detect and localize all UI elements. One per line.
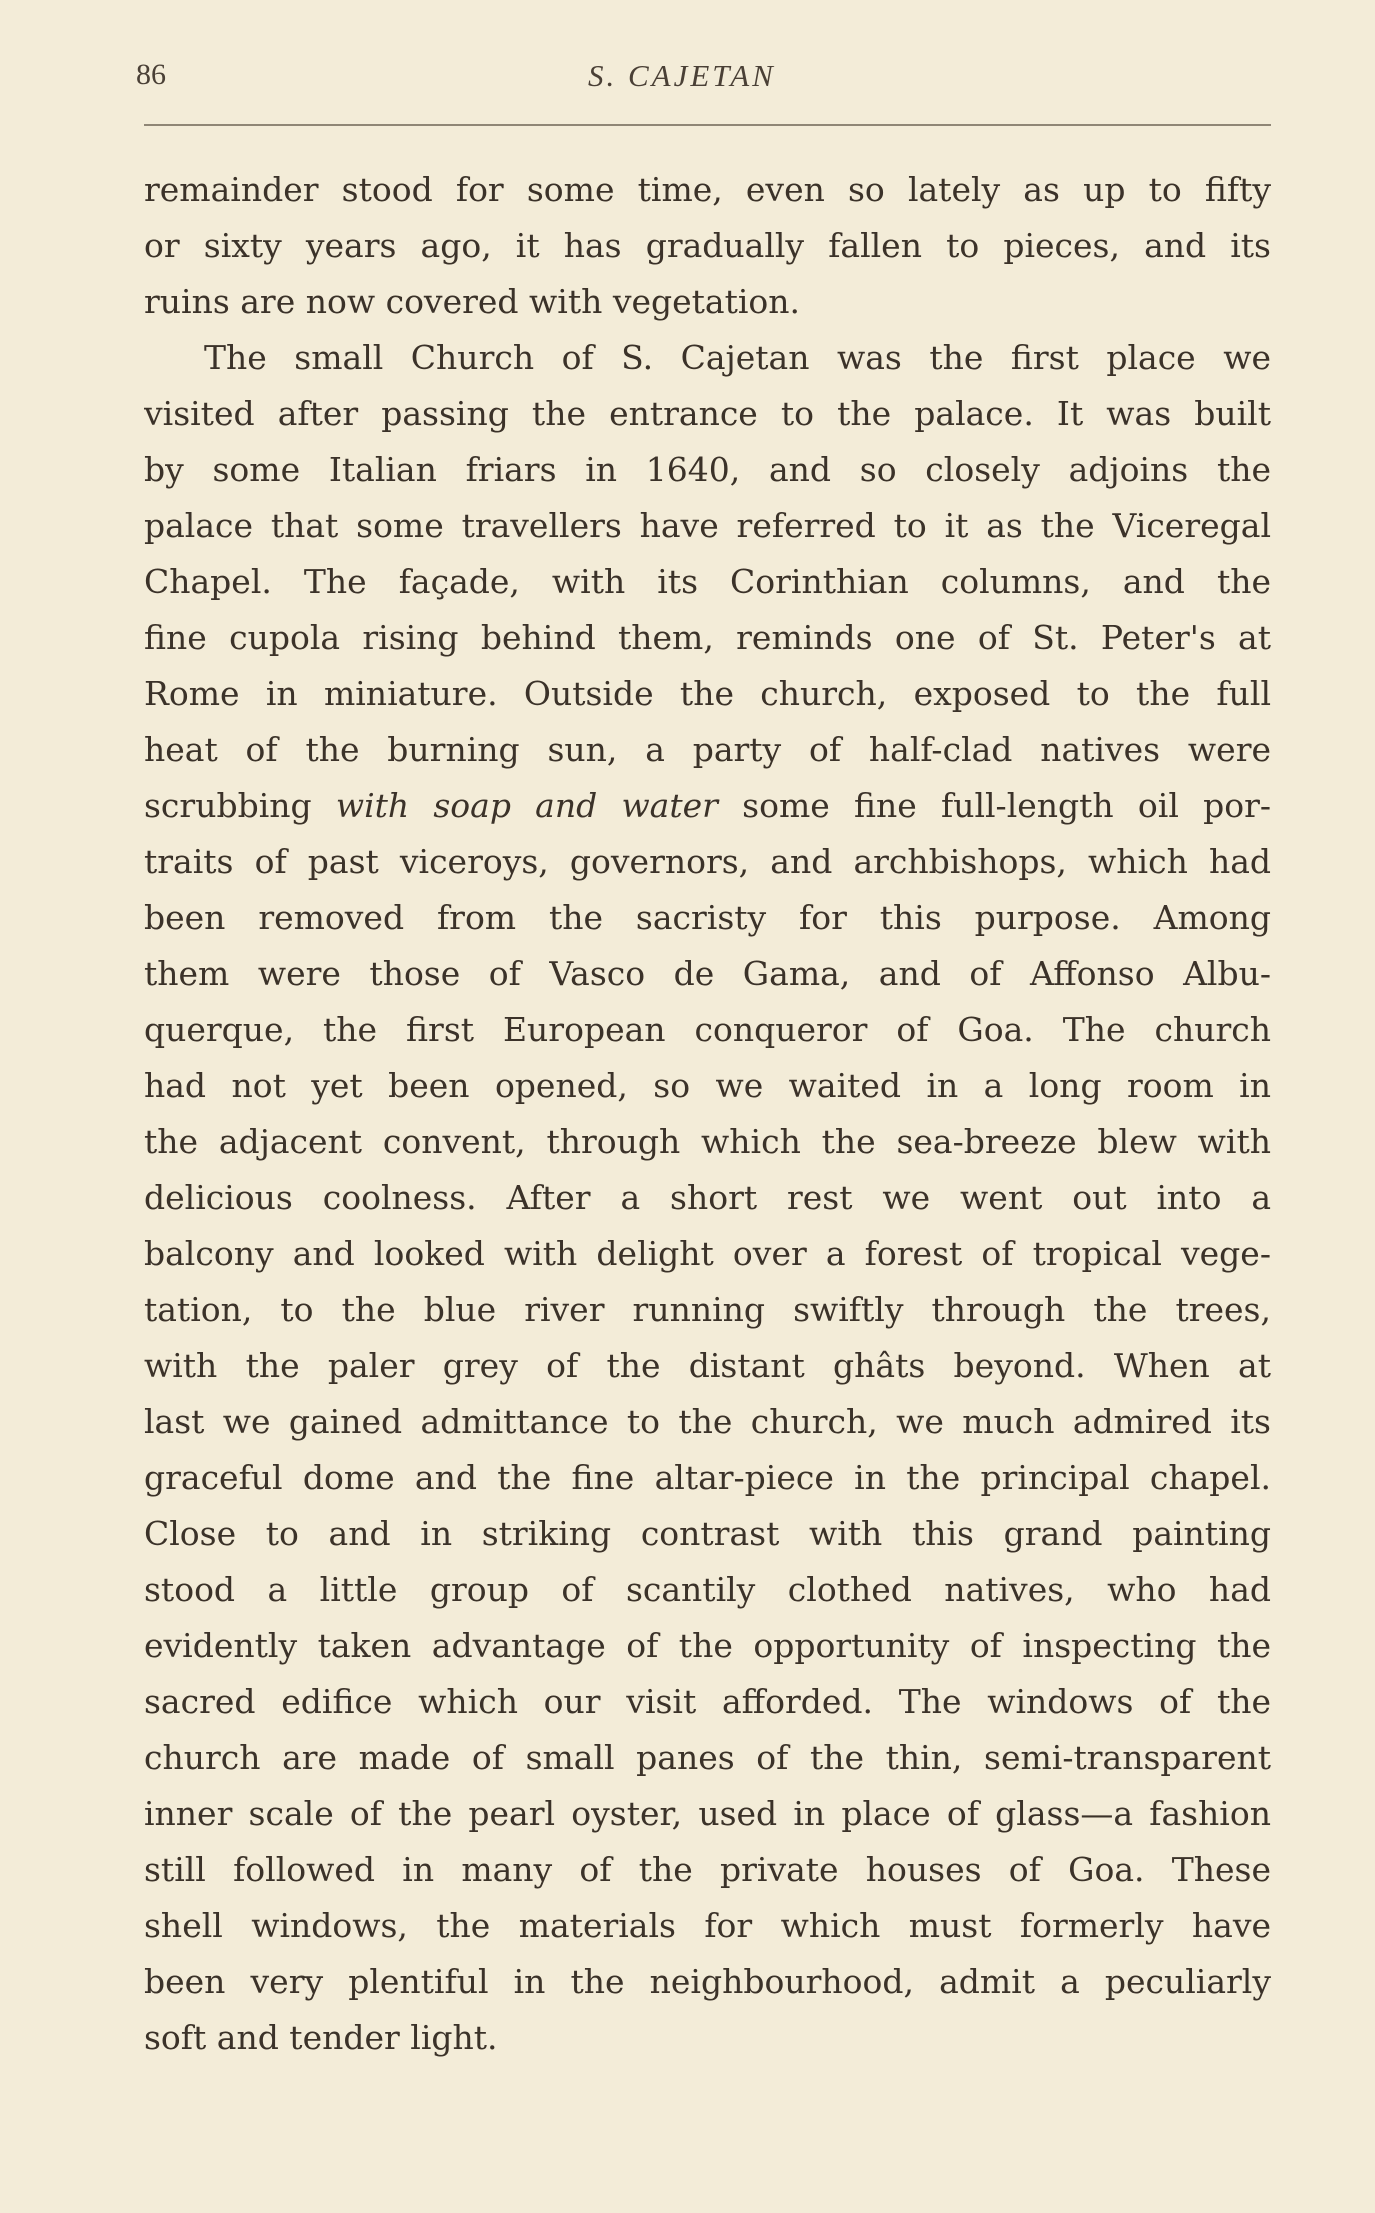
- text-line: sacred edifice which our visit afforded. The windows of the: [144, 1682, 1271, 1721]
- text-line: had not yet been opened, so we waited in a long room in: [144, 1066, 1271, 1105]
- text-line: inner scale of the pearl oyster, used in place of glass—a fashion: [144, 1794, 1271, 1833]
- text-segment: some fine full-length oil por-: [717, 786, 1271, 825]
- text-segment: scrubbing: [144, 786, 336, 825]
- text-line: been removed from the sacristy for this purpose. Among: [144, 898, 1271, 937]
- text-line: Close to and in striking contrast with this grand painting: [144, 1514, 1271, 1553]
- text-line: by some Italian friars in 1640, and so closely adjoins the: [144, 450, 1271, 489]
- text-line: Rome in miniature. Outside the church, exposed to the full: [144, 674, 1271, 713]
- text-line: The small Church of S. Cajetan was the first place we: [204, 338, 1271, 377]
- body-text: [144, 162, 1271, 2066]
- text-line: remainder stood for some time, even so lately as up to fifty: [144, 170, 1271, 209]
- text-line: still followed in many of the private houses of Goa. These: [144, 1850, 1271, 1889]
- running-head: S. CAJETAN: [588, 58, 776, 93]
- text-line: querque, the first European conqueror of Goa. The church: [144, 1010, 1271, 1049]
- text-line: with the paler grey of the distant ghâts beyond. When at: [144, 1346, 1271, 1385]
- text-line: them were those of Vasco de Gama, and of Affonso Albu-: [144, 954, 1271, 993]
- text-line: evidently taken advantage of the opportunity of inspecting the: [144, 1626, 1271, 1665]
- text-line: church are made of small panes of the thin, semi-transparent: [144, 1738, 1271, 1777]
- text-line: fine cupola rising behind them, reminds one of St. Peter's at: [144, 618, 1271, 657]
- text-line: shell windows, the materials for which must formerly have: [144, 1906, 1271, 1945]
- text-line: ruins are now covered with vegetation.: [144, 282, 801, 321]
- text-line: heat of the burning sun, a party of half-clad natives were: [144, 730, 1271, 769]
- text-line: tation, to the blue river running swiftly through the trees,: [144, 1290, 1271, 1329]
- italic-phrase: with soap and water: [335, 786, 718, 825]
- text-line: visited after passing the entrance to the palace. It was built: [144, 394, 1271, 433]
- text-line: palace that some travellers have referred to it as the Viceregal: [144, 506, 1271, 545]
- text-line: last we gained admittance to the church, we much admired its: [144, 1402, 1271, 1441]
- text-line: the adjacent convent, through which the sea-breeze blew with: [144, 1122, 1271, 1161]
- header-rule: [144, 124, 1271, 126]
- text-line: stood a little group of scantily clothed natives, who had: [144, 1570, 1271, 1609]
- text-line-mixed: [144, 778, 1271, 834]
- text-line: been very plentiful in the neighbourhood, admit a peculiarly: [144, 1962, 1271, 2001]
- text-line: soft and tender light.: [144, 2018, 498, 2057]
- page-number: 86: [136, 58, 166, 91]
- text-line: delicious coolness. After a short rest we went out into a: [144, 1178, 1271, 1217]
- text-line: Chapel. The façade, with its Corinthian columns, and the: [144, 562, 1271, 601]
- text-line: graceful dome and the fine altar-piece in the principal chapel.: [144, 1458, 1271, 1497]
- text-line: traits of past viceroys, governors, and archbishops, which had: [144, 842, 1271, 881]
- text-line: balcony and looked with delight over a forest of tropical vege-: [144, 1234, 1271, 1273]
- text-line: or sixty years ago, it has gradually fallen to pieces, and its: [144, 226, 1271, 265]
- page-header: [0, 58, 1375, 102]
